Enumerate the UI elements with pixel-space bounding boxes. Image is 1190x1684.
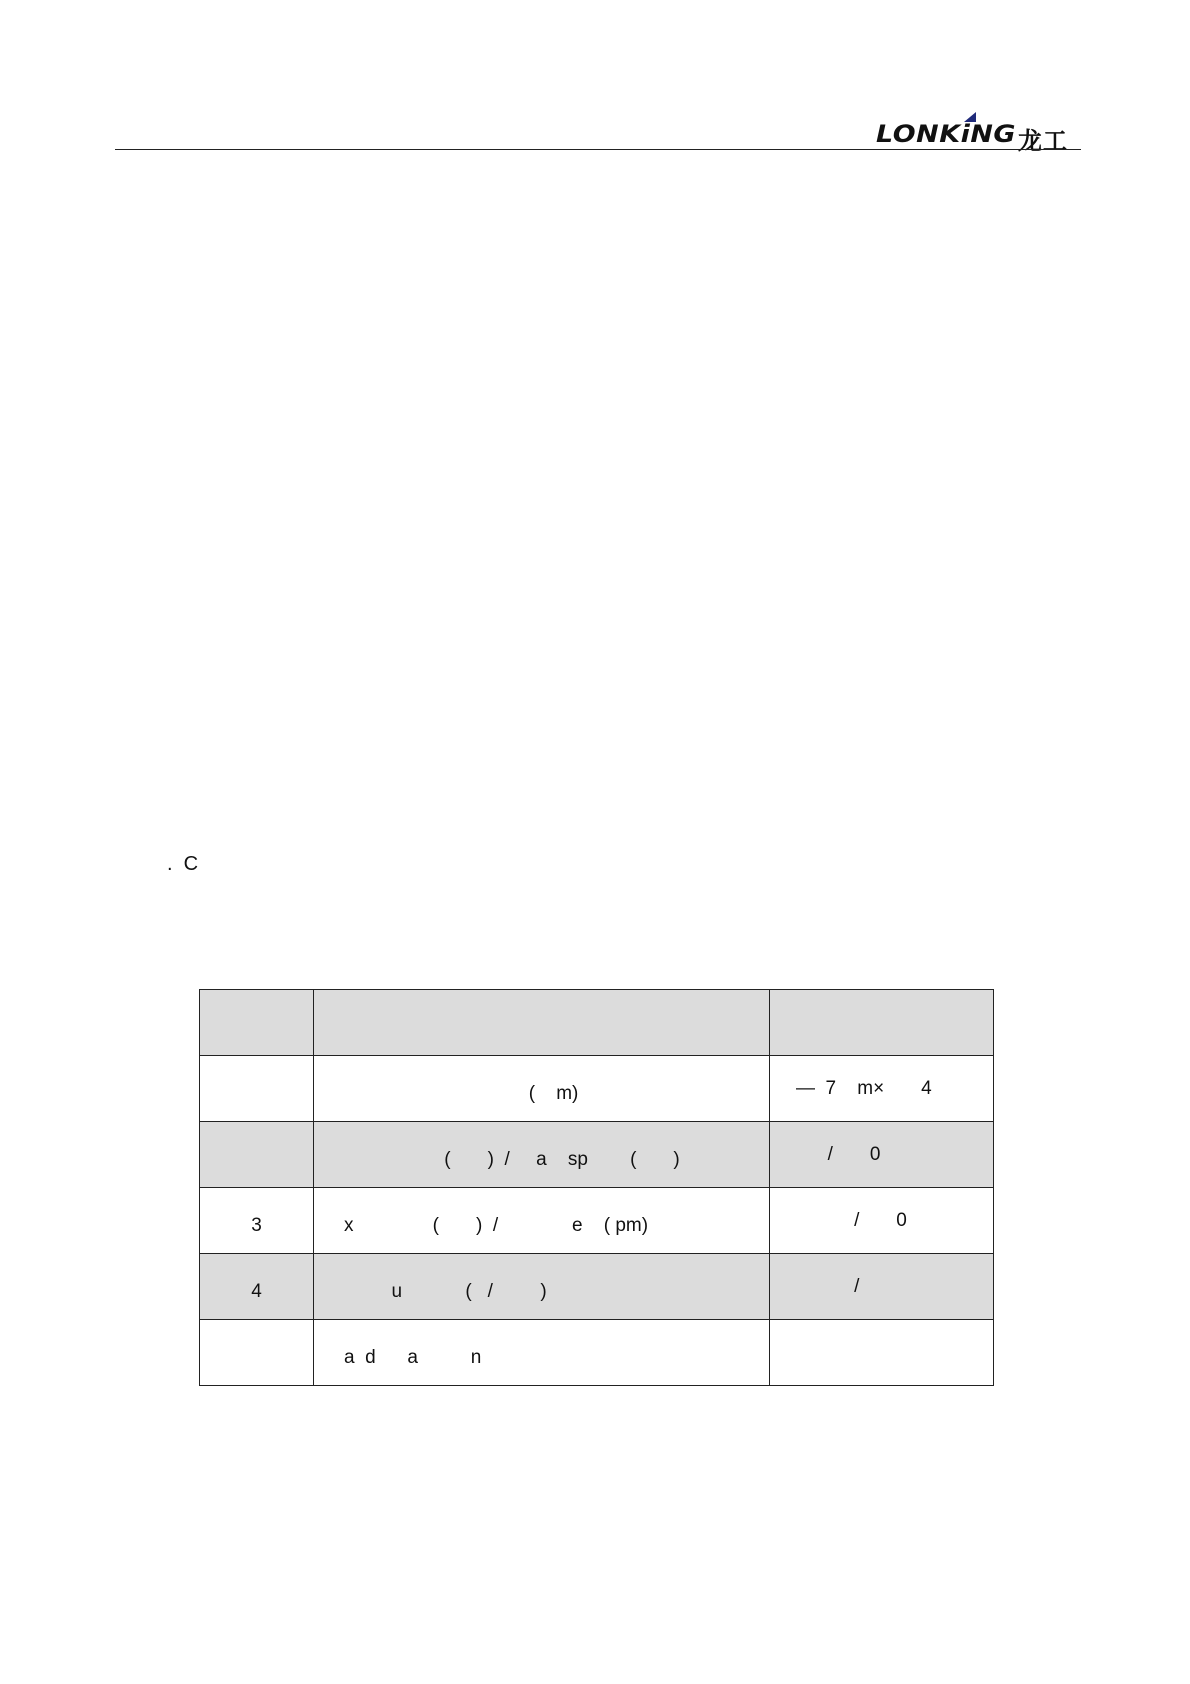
table-cell-value [770, 1122, 994, 1188]
table-header-row [200, 990, 994, 1056]
table-cell-value-text: / [796, 1275, 860, 1297]
table-cell-value-text: / 0 [796, 1143, 881, 1165]
table-cell-no [200, 1254, 314, 1320]
table-cell-value-text: / 0 [796, 1209, 907, 1231]
section-label: . C [167, 853, 199, 875]
table-cell-item-text: u ( / ) [344, 1280, 547, 1302]
table-row [200, 1056, 994, 1122]
table-cell-item [314, 1254, 770, 1320]
table-cell-value [770, 1056, 994, 1122]
table-cell-item [314, 1320, 770, 1386]
table-cell-value [770, 990, 994, 1056]
table-cell-item-text: ( m) [344, 1082, 579, 1104]
table-cell-item-text: x ( ) / e ( pm) [344, 1214, 649, 1236]
spec-table [199, 989, 994, 1386]
table-cell-item-text: a d a n [344, 1346, 482, 1368]
table-cell-no-text: 4 [251, 1280, 262, 1302]
table-cell-item [314, 1122, 770, 1188]
table-cell-no [200, 1056, 314, 1122]
table-cell-item-text: ( ) / a sp ( ) [344, 1148, 680, 1170]
table-cell-item [314, 1056, 770, 1122]
logo-chinese-name: 龙工 [1018, 127, 1068, 155]
header-divider [115, 149, 1081, 150]
table-cell-no [200, 1122, 314, 1188]
table-cell-no [200, 990, 314, 1056]
company-logo [876, 110, 1084, 155]
table-cell-item [314, 1188, 770, 1254]
table-cell-no-text: 3 [251, 1214, 262, 1236]
table-cell-value [770, 1188, 994, 1254]
logo-wordmark: LONKiNG [876, 120, 1017, 148]
table-row [200, 1254, 994, 1320]
table-cell-value [770, 1320, 994, 1386]
table-row [200, 1188, 994, 1254]
table-cell-item [314, 990, 770, 1056]
table-cell-no [200, 1320, 314, 1386]
table-cell-no [200, 1188, 314, 1254]
table-row [200, 1320, 994, 1386]
table-cell-value [770, 1254, 994, 1320]
table-cell-value-text: — 7 m× 4 [796, 1077, 932, 1099]
table-row [200, 1122, 994, 1188]
